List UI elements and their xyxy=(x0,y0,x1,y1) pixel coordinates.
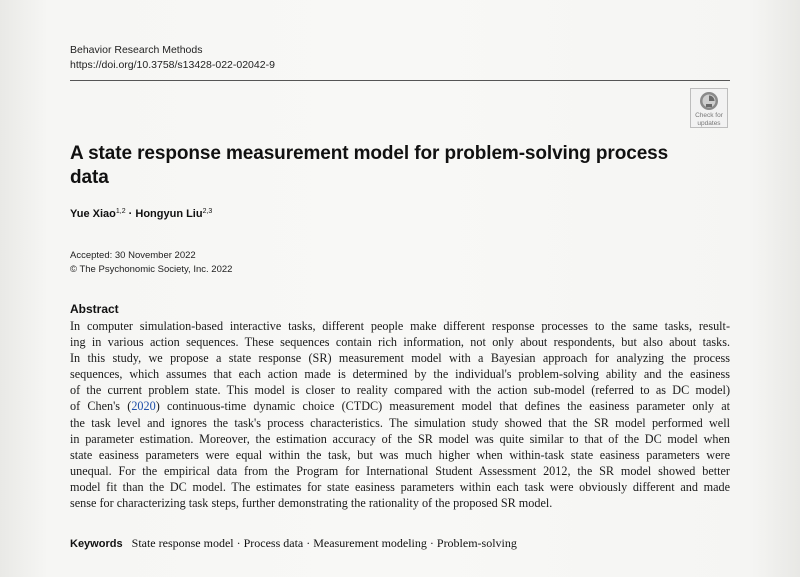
check-for-updates-badge[interactable] xyxy=(690,88,728,128)
keywords-label: Keywords xyxy=(70,538,123,550)
author-affiliation[interactable]: 1,2 xyxy=(115,208,126,215)
abstract-line: in parameter estimation. Moreover, the estimation accuracy of the SR model was quite similar to that of the DC model when xyxy=(70,431,730,446)
badge-label-1: Check for xyxy=(695,112,723,119)
abstract-text: ) continuous-time dynamic choice (CTDC) measurement model that defines the easiness parameter only at xyxy=(155,399,730,414)
abstract-body xyxy=(70,318,730,511)
check-for-updates-icon xyxy=(699,91,719,111)
abstract-line: model fit than the DC model. The estimates for state easiness parameters within each task were obviously different and made xyxy=(70,479,730,494)
abstract-line xyxy=(70,398,730,414)
badge-label-2: updates xyxy=(697,120,721,127)
keywords-list: State response model · Process data · Measurement modeling · Problem-solving xyxy=(131,536,517,550)
header-divider xyxy=(70,80,730,81)
journal-name: Behavior Research Methods xyxy=(70,44,203,56)
abstract-heading: Abstract xyxy=(70,302,119,316)
abstract-line: sequences, which assumes that each action made is determined by the individual's problem-solving ability and the easiness xyxy=(70,367,730,382)
author-name[interactable]: Hongyun Liu xyxy=(135,208,203,220)
accepted-date: Accepted: 30 November 2022 xyxy=(70,250,196,261)
doi-link[interactable]: https://doi.org/10.3758/s13428-022-02042-9 xyxy=(70,59,275,71)
author-list xyxy=(70,208,212,220)
abstract-line: In computer simulation-based interactive tasks, different people make different response processes to the same tasks, result- xyxy=(70,319,730,333)
abstract-text: of Chen's ( xyxy=(70,399,132,414)
keywords xyxy=(70,536,517,551)
abstract-line: state easiness parameters were equal within the task, but was much higher when within-task state easiness parameters were xyxy=(70,447,730,462)
author-affiliation[interactable]: 2,3 xyxy=(202,208,213,215)
journal-header xyxy=(70,43,275,73)
citation-link[interactable]: 2020 xyxy=(131,399,156,414)
article-title: A state response measurement model for problem-solving process data xyxy=(70,143,669,188)
abstract-line: In this study, we propose a state response (SR) measurement model with a Bayesian approach for analyzing the process xyxy=(70,351,730,366)
author-separator: · xyxy=(125,208,136,220)
article-meta xyxy=(70,249,232,277)
abstract-line: of the current problem state. This model is closer to reality compared with the action sub-model (referred to as DC model) xyxy=(70,383,730,398)
abstract-line: sense for characterizing task steps, further demonstrating the rationality of the proposed SR model. xyxy=(70,496,553,511)
author-name[interactable]: Yue Xiao xyxy=(70,208,116,220)
abstract-line: ing in various action sequences. These sequences contain rich information, not only about respondents, but also about tasks. xyxy=(70,335,730,350)
abstract-line: unequal. For the empirical data from the Program for International Student Assessment 2012, the SR model showed better xyxy=(70,463,730,478)
copyright-notice: © The Psychonomic Society, Inc. 2022 xyxy=(70,264,233,275)
abstract-line: the task level and ignores the task's process characteristics. The simulation study showed that the SR model performed well xyxy=(70,415,730,430)
